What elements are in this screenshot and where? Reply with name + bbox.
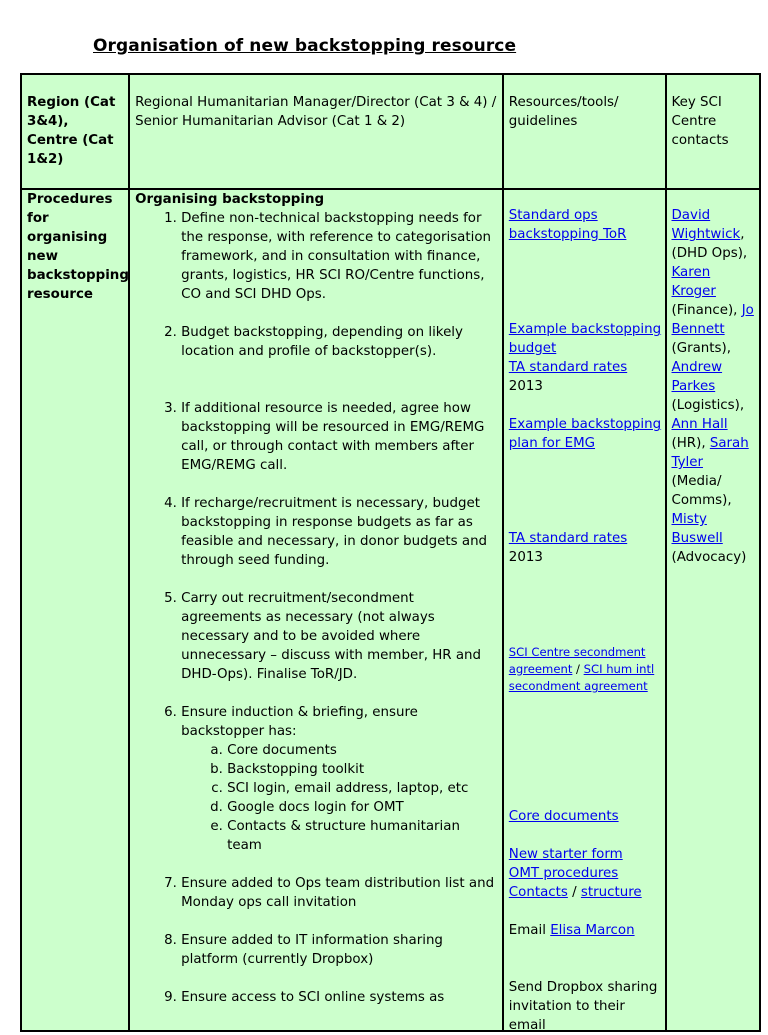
header-manager: Regional Humanitarian Manager/Director (Cat 3 & 4) / Senior Humanitarian Advisor (Cat 1 & 2)	[129, 74, 503, 189]
step-6: 6. Ensure induction & briefing, ensure backstopper has: a. Core documents b. Backstopping toolkit c. SCI login, email address, laptop, etc d. Google docs login for OMT e. Contacts & structure humanitarian team	[181, 703, 497, 874]
section-heading: Organising backstopping	[135, 192, 325, 207]
table-row	[21, 189, 760, 1031]
step-1: 1. Define non-technical backstopping needs for the response, with reference to categorisation framework, and in consultation with finance, grants, logistics, HR SCI RO/Centre functions, CO and SCI DHD Ops.	[181, 209, 497, 323]
contact-misty-buswell[interactable]: Misty Buswell	[671, 512, 723, 546]
step-5: 5. Carry out recruitment/secondment agreements as necessary (not always necessary and to be avoided where unnecessary – discuss with member, HR and DHD-Ops). Finalise ToR/JD.	[181, 589, 497, 703]
contact-andrew-parkes[interactable]: Andrew Parkes	[671, 360, 723, 394]
contact-role: (Advocacy)	[671, 550, 747, 565]
procedure-steps-cell	[129, 189, 503, 1031]
substep-e: e. Contacts & structure humanitarian team	[227, 817, 497, 855]
steps-list	[135, 209, 497, 1007]
document-title: Organisation of new backstopping resource	[93, 36, 517, 56]
contact-role: , (DHD Ops),	[671, 227, 748, 261]
row-label: Procedures for organising new backstopping resource	[21, 189, 129, 1031]
contact-role: (Media/ Comms),	[671, 474, 732, 508]
contact-role: (HR),	[671, 436, 706, 451]
email-elisa-link[interactable]: Elisa Marcon	[550, 923, 635, 938]
contacts-cell	[666, 189, 761, 1031]
contact-david-wightwick[interactable]: David Wightwick	[671, 208, 741, 242]
contacts-link[interactable]: Contacts	[508, 885, 568, 900]
ta-rates-link[interactable]: TA standard rates	[508, 360, 628, 375]
resources-cell	[503, 189, 666, 1031]
example-plan-link[interactable]: Example backstopping plan for EMG	[508, 417, 662, 451]
standard-ops-link[interactable]: Standard ops backstopping ToR	[508, 208, 627, 242]
substep-b: b. Backstopping toolkit	[227, 760, 497, 779]
contact-karen-kroger[interactable]: Karen Kroger	[671, 265, 716, 299]
contacts-list	[672, 190, 755, 567]
step-8: 8. Ensure added to IT information sharing platform (currently Dropbox)	[181, 931, 497, 988]
omt-procedures-link[interactable]: OMT procedures	[508, 866, 619, 881]
example-budget-link[interactable]: Example backstopping budget	[508, 322, 662, 356]
email-prefix: Email	[508, 923, 551, 938]
step-2: 2. Budget backstopping, depending on likely location and profile of backstopper(s).	[181, 323, 497, 399]
induction-checklist	[181, 741, 497, 855]
separator: /	[572, 662, 584, 676]
dropbox-instruction: Send Dropbox sharing invitation to their email	[508, 980, 658, 1033]
ta-rates-link-2[interactable]: TA standard rates	[508, 531, 628, 546]
ta-rates-year: 2013	[508, 379, 543, 394]
step-3: 3. If additional resource is needed, agree how backstopping will be resourced in EMG/REMG call, or through contact with members after EMG/REMG call.	[181, 399, 497, 494]
core-documents-link[interactable]: Core documents	[508, 809, 619, 824]
ta-rates-year-2: 2013	[508, 550, 543, 565]
contact-role: (Logistics),	[671, 398, 745, 413]
header-contacts: Key SCI Centre contacts	[666, 74, 761, 189]
intl-secondment-link[interactable]: SCI hum intl secondment agreement	[508, 662, 655, 693]
new-starter-link[interactable]: New starter form	[508, 847, 623, 862]
contact-ann-hall[interactable]: Ann Hall	[671, 417, 728, 432]
header-region: Region (Cat 3&4), Centre (Cat 1&2)	[21, 74, 129, 189]
header-resources: Resources/tools/ guidelines	[503, 74, 666, 189]
substep-d: d. Google docs login for OMT	[227, 798, 497, 817]
substep-a: a. Core documents	[227, 741, 497, 760]
contact-jo-bennett[interactable]: Jo Bennett	[671, 303, 754, 337]
step-9: 9. Ensure access to SCI online systems as	[181, 988, 497, 1007]
separator: /	[567, 885, 581, 900]
contact-role: (Grants),	[671, 341, 732, 356]
contact-role: (Finance),	[671, 303, 738, 318]
step-7: 7. Ensure added to Ops team distribution list and Monday ops call invitation	[181, 874, 497, 931]
table-header-row	[21, 74, 760, 189]
step-4: 4. If recharge/recruitment is necessary, budget backstopping in response budgets as far as feasible and necessary, in donor budgets and through seed funding.	[181, 494, 497, 589]
centre-secondment-link[interactable]: SCI Centre secondment agreement	[508, 645, 646, 676]
structure-link[interactable]: structure	[580, 885, 642, 900]
contact-sarah-tyler[interactable]: Sarah Tyler	[671, 436, 749, 470]
substep-c: c. SCI login, email address, laptop, etc	[227, 779, 497, 798]
procedures-table	[20, 73, 761, 1032]
